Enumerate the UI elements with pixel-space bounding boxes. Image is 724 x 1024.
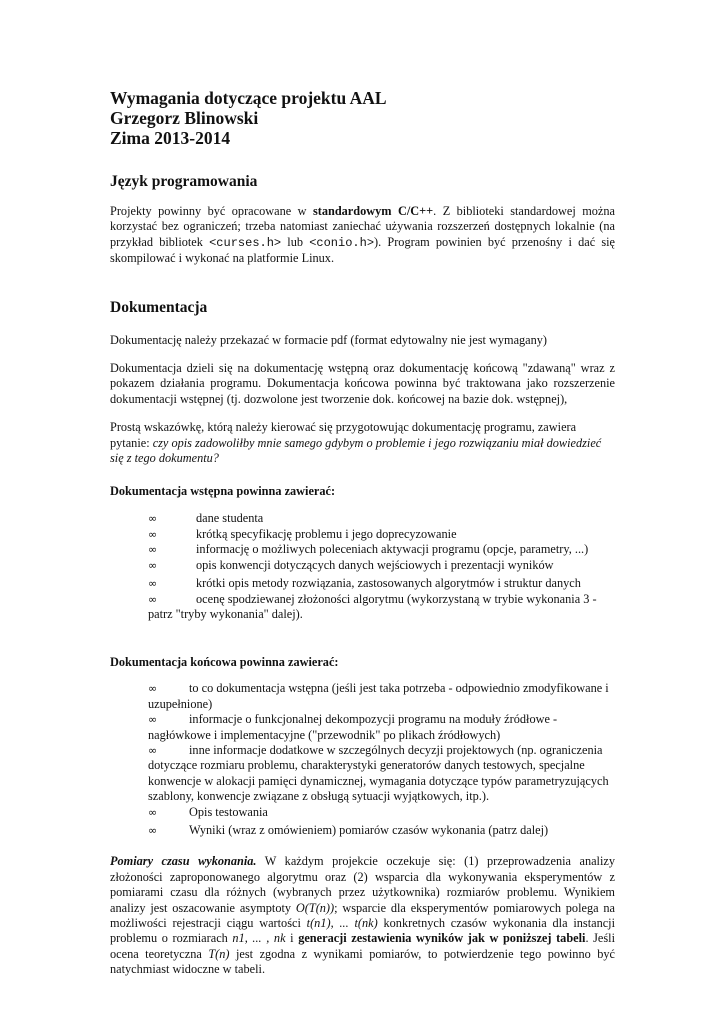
list-item: ∞ ocenę spodziewanej złożoności algorytmu (wykorzystaną w trybie wykonania 3 - patrz "tryby wykonania" dalej). [148, 591, 597, 621]
heading-documentation: Dokumentacja [110, 298, 208, 316]
list-item: ∞ dane studenta [148, 511, 264, 526]
infinity-bullet-icon: ∞ [148, 743, 158, 757]
list-item: ∞ inne informacje dodatkowe w szczególnych decyzji projektowych (np. ograniczenia dotyczące rozmiaru problemu, charakterystyki generatorów danych testowych, specjalne konwencje w alokacji pamięci dynamicznej, wymagania dotyczące typów parametryzujących szablony, konwencje związane z obsługą sytuacji wyjątkowych, itp.). [148, 742, 609, 804]
list-item: ∞ informację o możliwych poleceniach aktywacji programu (opcje, parametry, ...) [148, 542, 589, 557]
title-line-1: Wymagania dotyczące projektu AAL [110, 88, 387, 108]
list-item: ∞ to co dokumentacja wstępna (jeśli jest taka potrzeba - odpowiednio zmodyfikowane i uzupełnione) [148, 681, 609, 711]
initial-docs-list [148, 511, 615, 622]
infinity-bullet-icon: ∞ [148, 682, 158, 696]
heading-final-docs: Dokumentacja końcowa powinna zawierać: [110, 655, 339, 670]
paragraph-language: Projekty powinny być opracowane w standardowym C/C++. Z biblioteki standardowej można korzystać bez ograniczeń; trzeba natomiast zaniechać używania rozszerzeń dostępnych lokalnie (na przykład bibliotek <curses.h> lub <conio.h>). Program powinien być przenośny i dać się skompilować i wykonać na platformie Linux. [110, 204, 615, 266]
paragraph-doc-split: Dokumentacja dzieli się na dokumentację wstępną oraz dokumentację końcową "zdawaną" wraz z pokazem działania programu. Dokumentacja końcowa powinna być traktowana jako rozszerzenie dokumentacji wstępnej (tj. dozwolone jest tworzenie dok. końcowej na bazie dok. wstępnej), [110, 361, 615, 406]
list-item: ∞ Opis testowania [148, 804, 268, 819]
document-header [110, 88, 615, 148]
infinity-bullet-icon: ∞ [148, 558, 158, 572]
paragraph-doc-format: Dokumentację należy przekazać w formacie pdf (format edytowalny nie jest wymagany) [110, 332, 548, 347]
title-line-2: Grzegorz Blinowski [110, 108, 259, 128]
heading-language: Język programowania [110, 173, 258, 190]
infinity-bullet-icon: ∞ [148, 527, 158, 541]
infinity-bullet-icon: ∞ [148, 512, 158, 526]
infinity-bullet-icon: ∞ [148, 577, 158, 591]
list-item: ∞ krótką specyfikację problemu i jego doprecyzowanie [148, 526, 457, 541]
title-line-3: Zima 2013-2014 [110, 128, 231, 148]
list-item: ∞ Wyniki (wraz z omówieniem) pomiarów czasów wykonania (patrz dalej) [148, 822, 549, 837]
infinity-bullet-icon: ∞ [148, 592, 158, 606]
infinity-bullet-icon: ∞ [148, 805, 158, 819]
paragraph-doc-hint: Prostą wskazówkę, którą należy kierować się przygotowując dokumentację programu, zawiera pytanie: czy opis zadowoliłby mnie samego gdybym o problemie i jego rozwiązaniu miał dowiedzieć się z tego dokumentu? [110, 420, 602, 466]
heading-initial-docs: Dokumentacja wstępna powinna zawierać: [110, 484, 336, 499]
paragraph-timing: Pomiary czasu wykonania. W każdym projekcie oczekuje się: (1) przeprowadzenia analizy złożoności zaproponowanego algorytmu oraz (2) wsparcia dla wykonywania eksperymentów z pomiarami czasu dla różnych (wybranych przez użytkownika) rozmiarów problemu. Wynikiem analizy jest oszacowanie asymptoty O(T(n)); wsparcie dla eksperymentów pomiarowych polega na możliwości rejestracji ciągu wartości t(n1), ... t(nk) konkretnych czasów wykonania dla instancji problemu o rozmiarach n1, ... , nk i generacji zestawienia wyników jak w poniższej tabeli. Jeśli ocena teoretyczna T(n) jest zgodna z wynikami pomiarów, to potwierdzenie tego powinno być natychmiast widoczne w tabeli. [110, 854, 616, 977]
document-page [110, 88, 615, 978]
infinity-bullet-icon: ∞ [148, 823, 158, 837]
infinity-bullet-icon: ∞ [148, 713, 158, 727]
list-item: ∞ krótki opis metody rozwiązania, zastosowanych algorytmów i struktur danych [148, 576, 581, 591]
infinity-bullet-icon: ∞ [148, 543, 158, 557]
list-item: ∞ opis konwencji dotyczących danych wejściowych i prezentacji wyników [148, 557, 554, 572]
final-docs-list [148, 681, 615, 838]
list-item: ∞ informacje o funkcjonalnej dekompozycji programu na moduły źródłowe - nagłówkowe i implementacyjne ("przewodnik" po plikach źródłowych) [148, 712, 558, 742]
